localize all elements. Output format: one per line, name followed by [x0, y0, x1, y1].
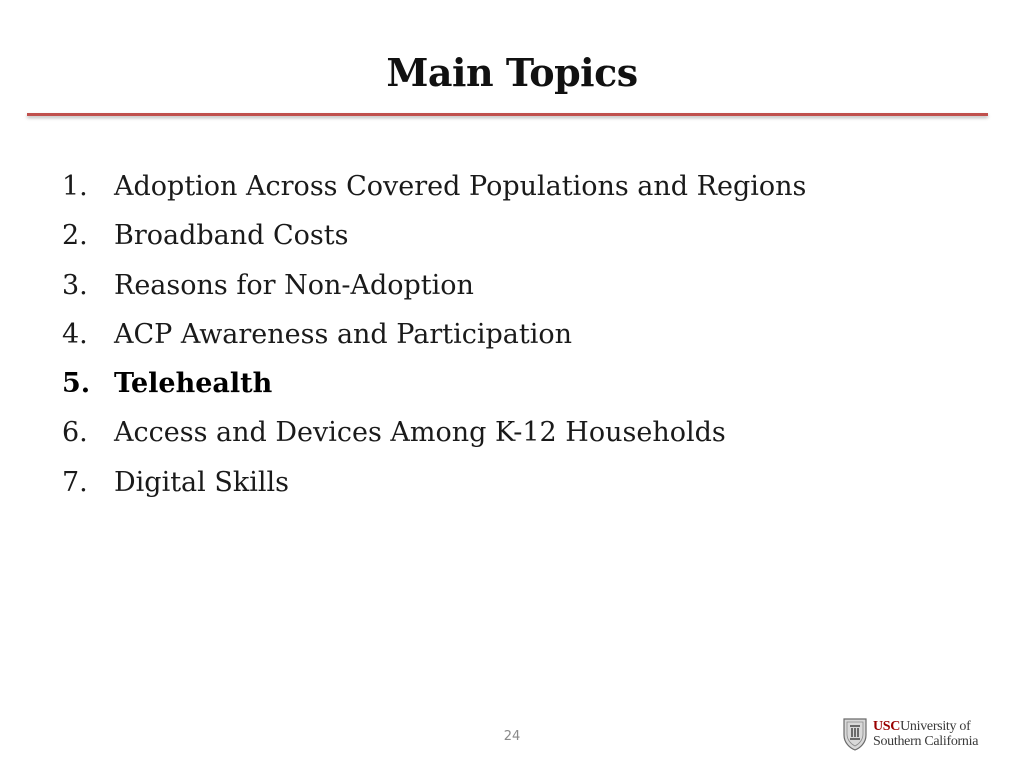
topic-item-7 — [62, 467, 806, 516]
topic-number: 1. — [62, 171, 88, 202]
logo-line-2: Southern California — [873, 734, 979, 749]
topic-label: Adoption Across Covered Populations and Regions — [114, 171, 807, 202]
title-divider — [27, 113, 988, 116]
topic-number: 4. — [62, 318, 88, 350]
logo-university-of: University of — [900, 719, 971, 734]
topic-list — [62, 171, 806, 516]
topic-number: 3. — [62, 269, 88, 301]
topic-label: Digital Skills — [114, 466, 289, 498]
topic-number: 6. — [62, 417, 88, 449]
slide-title: Main Topics — [386, 50, 638, 95]
logo-wordmark — [873, 719, 978, 749]
topic-item-4 — [62, 319, 806, 368]
topic-label: Reasons for Non-Adoption — [114, 269, 474, 301]
topic-item-6 — [62, 417, 806, 466]
topic-item-1 — [62, 171, 806, 220]
topic-number: 2. — [62, 220, 88, 252]
topic-label: ACP Awareness and Participation — [114, 318, 573, 350]
topic-label: Telehealth — [114, 368, 273, 400]
logo-line-1 — [873, 719, 978, 734]
topic-label: Broadband Costs — [114, 220, 349, 252]
usc-seal-icon — [842, 717, 868, 751]
topic-item-3 — [62, 270, 806, 319]
topic-number: 7. — [62, 466, 88, 498]
logo-usc-mark: USC — [873, 719, 901, 734]
page-number: 24 — [503, 729, 521, 744]
topic-label: Access and Devices Among K-12 Households — [114, 417, 726, 449]
topic-item-5 — [62, 368, 806, 417]
topic-number: 5. — [62, 368, 91, 400]
topic-item-2 — [62, 220, 806, 269]
usc-logo — [842, 714, 992, 754]
